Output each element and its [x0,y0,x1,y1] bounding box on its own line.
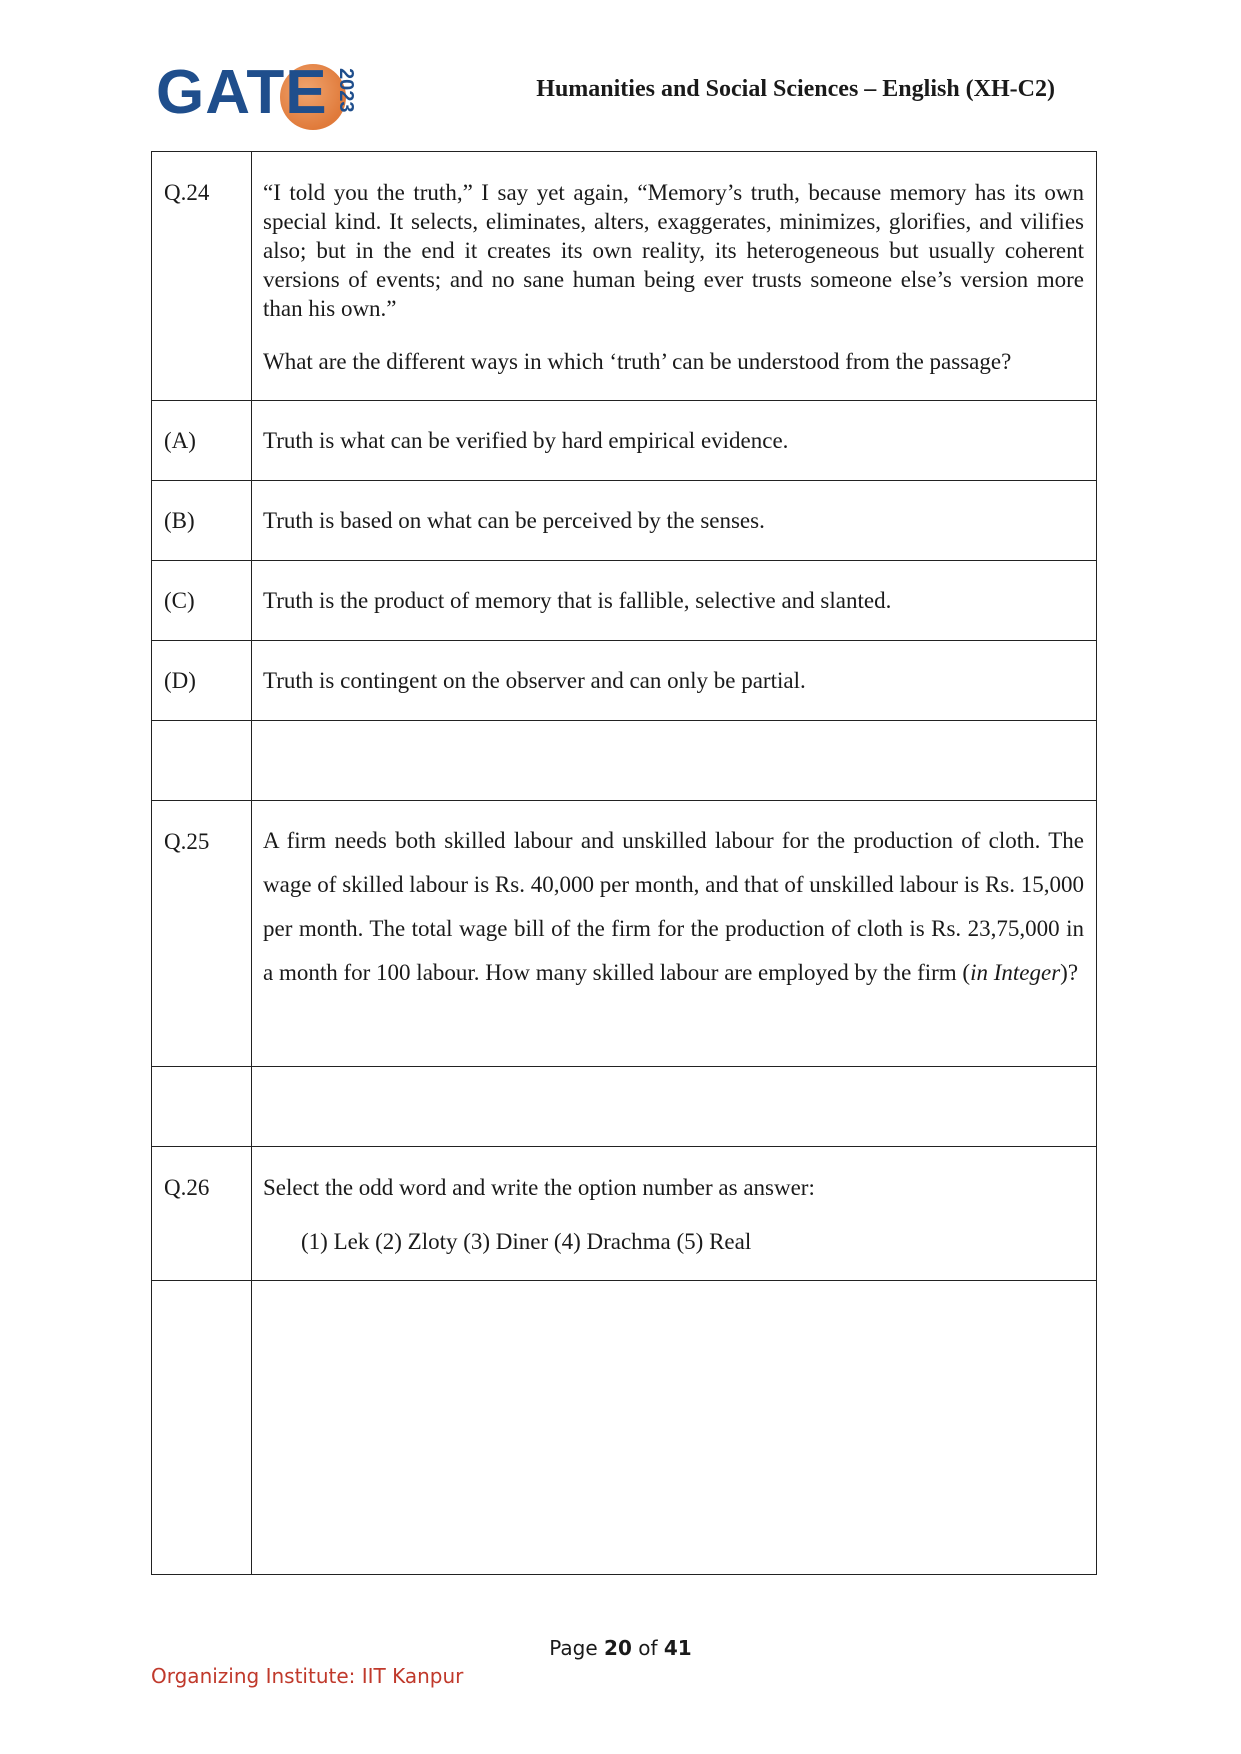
logo-year: 2023 [335,68,357,113]
option-label: (C) [152,561,252,641]
table-row [152,481,1097,561]
option-text: Truth is based on what can be perceived by the senses. [252,481,1097,561]
empty-cell [252,1067,1097,1147]
empty-cell [152,1067,252,1147]
table-row [152,1067,1097,1147]
question-number: Q.25 [152,801,252,1067]
question-number: Q.24 [152,152,252,401]
question-body [252,801,1097,1067]
organizer-text: Organizing Institute: IIT Kanpur [151,1664,464,1688]
table-row [152,401,1097,481]
logo-text: GATE [156,58,328,127]
option-label: (D) [152,641,252,721]
option-text: Truth is what can be verified by hard empirical evidence. [252,401,1097,481]
table-row [152,1281,1097,1575]
option-label: (B) [152,481,252,561]
table-row [152,721,1097,801]
page-number: Page 20 of 41 [549,1636,692,1660]
question-body [252,152,1097,401]
question-text: What are the different ways in which ‘truth’ can be understood from the passage? [263,349,1012,374]
table-row [152,641,1097,721]
empty-cell [252,1281,1097,1575]
option-text: Truth is contingent on the observer and can only be partial. [252,641,1097,721]
option-label: (A) [152,401,252,481]
empty-cell [152,721,252,801]
question-text: A firm needs both skilled labour and unskilled labour for the production of cloth. The wage of skilled labour is Rs. 40,000 per month, and that of unskilled labour is Rs. 15,000 per month. The total wage bill of the firm for the production of cloth is Rs. 23,75,000 in a month for 100 labour. How many skilled labour are employed by the firm (in Integer)? [263,828,1084,985]
question-table [151,151,1097,1575]
choice-list: (1) Lek (2) Zloty (3) Diner (4) Drachma (5) Real [301,1229,752,1254]
table-row [152,801,1097,1067]
gate-logo [156,60,356,140]
table-row [152,1147,1097,1281]
question-text: Select the odd word and write the option number as answer: [263,1175,815,1200]
empty-cell [252,721,1097,801]
passage-text: “I told you the truth,” I say yet again, “Memory’s truth, because memory has its own special kind. It selects, eliminates, alters, exaggerates, minimizes, glorifies, and vilifies also; but in the end it creates its own reality, its heterogeneous but usually coherent versions of events; and no sane human being ever trusts someone else’s version more than his own.” [263,180,1084,321]
table-row [152,561,1097,641]
page-title: Humanities and Social Sciences – English (XH-C2) [536,76,1055,102]
table-row [152,152,1097,401]
question-body [252,1147,1097,1281]
option-text: Truth is the product of memory that is fallible, selective and slanted. [252,561,1097,641]
answer-format: in Integer [970,960,1061,985]
question-number: Q.26 [152,1147,252,1281]
empty-cell [152,1281,252,1575]
